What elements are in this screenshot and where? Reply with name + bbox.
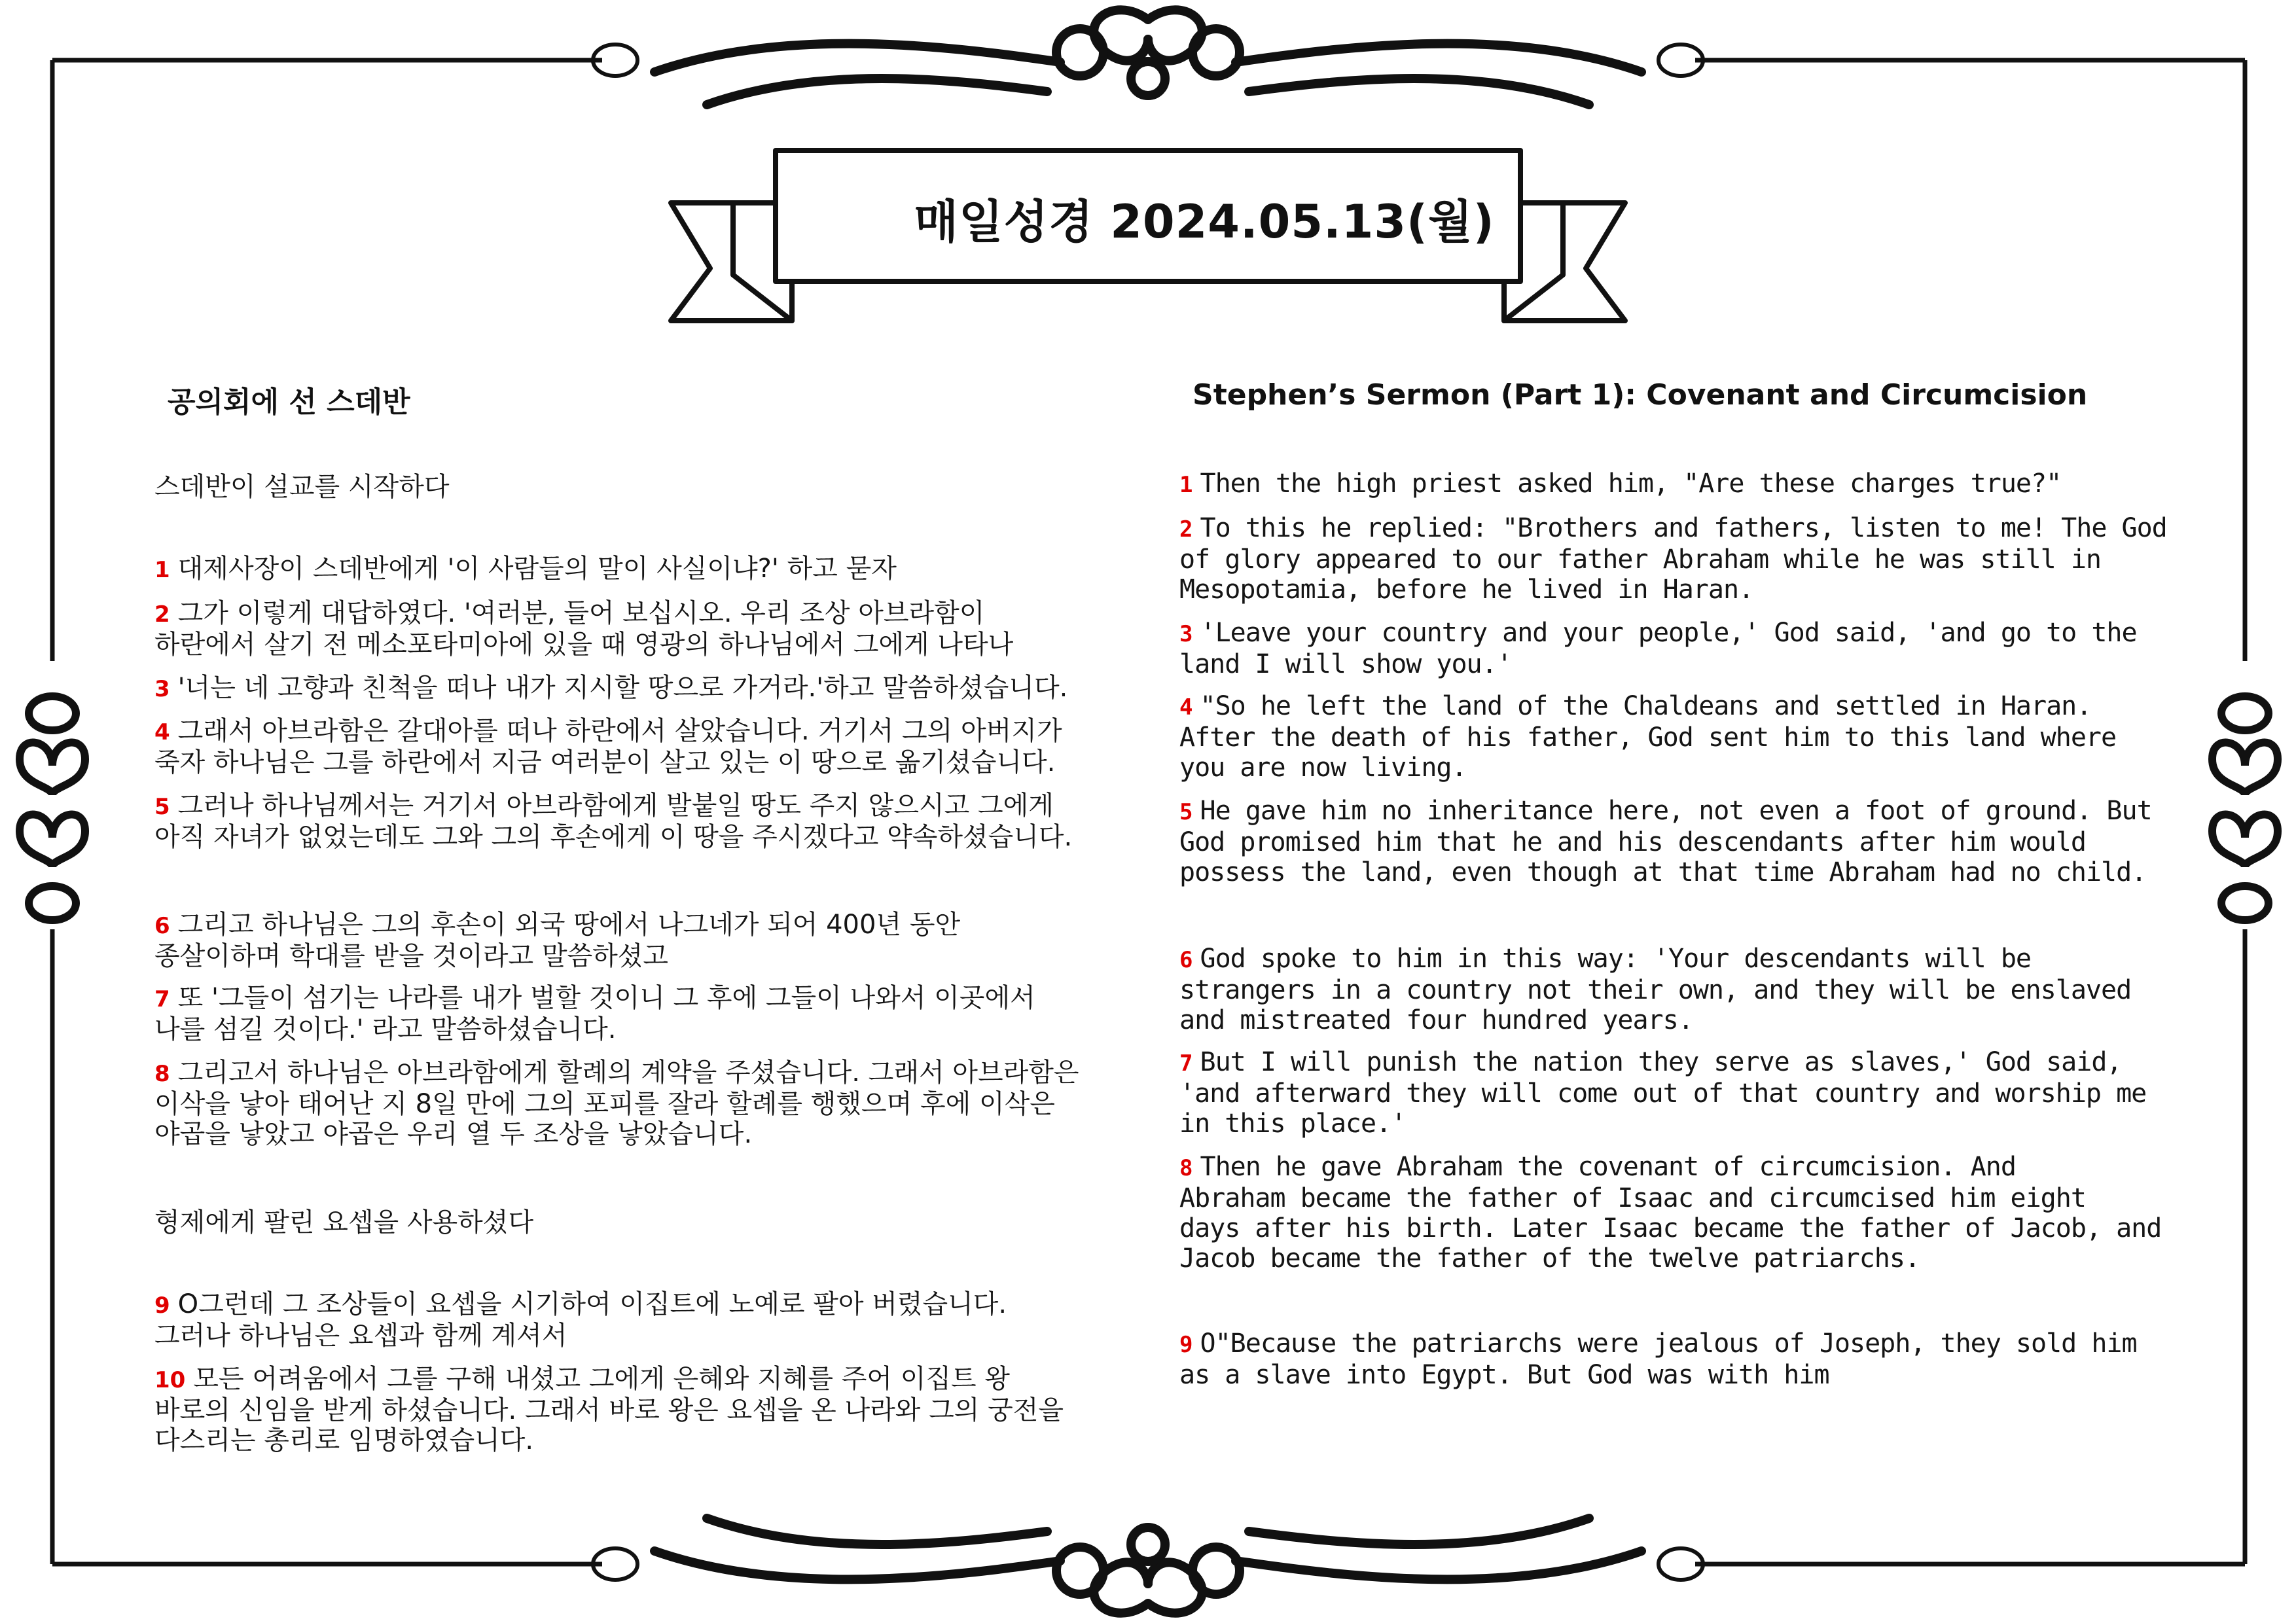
verse-text: 그리고 하나님은 그의 후손이 외국 땅에서 나그네가 되어 400년 동안 종살이하며 학대를 받을 것이라고 말씀하셨고 [154,910,961,971]
verse-number: 1 [1179,472,1193,498]
english-verse-3 [1179,618,2137,679]
verse-text: 그러나 하나님께서는 거기서 아브라함에게 발붙일 땅도 주지 않으시고 그에게 아직 자녀가 없었는데도 그와 그의 후손에게 이 땅을 주시겠다고 약속하셨습니다. [154,791,1073,852]
verse-number: 3 [154,676,170,702]
korean-verse-2 [154,598,1013,660]
korean-verse-8 [154,1058,1079,1149]
verse-text: "So he left the land of the Chaldeans and settled in Haran. After the death of his father, God sent him to this land where you are now living. [1179,691,2117,783]
english-verse-8 [1179,1152,2161,1274]
korean-verse-9 [154,1289,1007,1351]
verse-text: To this he replied: "Brothers and fathers, listen to me! The God of glory appeared to our father Abraham while he was still in Mesopotamia, before he lived in Haran. [1179,513,2167,605]
verse-text: 그가 이렇게 대답하였다. '여러분, 들어 보십시오. 우리 조상 아브라함이 하란에서 살기 전 메소포타미아에 있을 때 영광의 하나님에서 그에게 나타나 [154,598,1014,660]
verse-text: He gave him no inheritance here, not even a foot of ground. But God promised him that he and his descendants after him would possess the land, even though at that time Abraham had no child. [1179,796,2152,887]
verse-number: 8 [1179,1155,1193,1181]
verse-number: 6 [154,913,170,939]
verse-text: O"Because the patriarchs were jealous of Joseph, they sold him as a slave into Egypt. But God was with him [1179,1329,2137,1390]
korean-verse-1 [154,554,897,585]
verse-number: 5 [1179,799,1193,825]
korean-heading: 공의회에 선 스데반 [168,385,410,419]
verse-number: 4 [1179,694,1193,721]
verse-text: God spoke to him in this way: 'Your descendants will be strangers in a country not their own, and they will be enslaved and mistreated four hundred years. [1179,944,2132,1035]
left-ornament [20,696,85,920]
english-verse-5 [1179,796,2152,887]
korean-verse-7 [154,983,1035,1044]
english-verse-4 [1179,691,2116,783]
korean-verse-3 [154,673,1067,704]
english-verse-1 [1179,469,2061,500]
page-title: 매일성경 2024.05.13(월) [914,194,1495,249]
verse-number: 10 [154,1367,186,1393]
english-heading: Stephen’s Sermon (Part 1): Covenant and Circumcision [1193,378,2088,412]
korean-verse-10 [154,1364,1064,1455]
verse-number: 7 [154,986,170,1012]
verse-text: O그런데 그 조상들이 요셉을 시기하여 이집트에 노예로 팔아 버렸습니다. 그러나 하나님은 요셉과 함께 계셔서 [154,1289,1007,1351]
verse-number: 2 [154,601,170,628]
verse-number: 9 [1179,1332,1193,1358]
verse-number: 6 [1179,947,1193,973]
verse-text: 'Leave your country and your people,' God said, 'and go to the land I will show you.' [1179,618,2137,679]
verse-number: 1 [154,557,170,583]
verse-number: 5 [154,794,170,820]
english-verse-2 [1179,513,2167,605]
right-ornament [2212,696,2278,920]
verse-text: Then he gave Abraham the covenant of circumcision. And Abraham became the father of Isaac and circumcised him eight days after his birth. Later Isaac became the father of Jacob, and Jacob became the father of the twelve patriarchs. [1179,1152,2162,1274]
verse-number: 8 [154,1061,170,1087]
english-verse-7 [1179,1047,2146,1139]
verse-text: But I will punish the nation they serve as slaves,' God said, 'and afterward they will come out of that country and worship me in this place.' [1179,1047,2147,1139]
korean-verse-6 [154,910,960,971]
verse-number: 2 [1179,516,1193,543]
korean-verse-4 [154,716,1062,777]
verse-text: Then the high priest asked him, "Are these charges true?" [1200,469,2062,499]
verse-text: 또 '그들이 섬기는 나라를 내가 벌할 것이니 그 후에 그들이 나와서 이곳에서 나를 섬길 것이다.' 라고 말씀하셨습니다. [154,983,1035,1044]
verse-text: 그래서 아브라함은 갈대아를 떠나 하란에서 살았습니다. 거기서 그의 아버지가 죽자 하나님은 그를 하란에서 지금 여러분이 살고 있는 이 땅으로 옮기셨습니다. [154,716,1062,777]
korean-subheading: 스데반이 설교를 시작하다 [154,472,450,502]
verse-text: 그리고서 하나님은 아브라함에게 할례의 계약을 주셨습니다. 그래서 아브라함은 이삭을 낳아 태어난 지 8일 만에 그의 포피를 잘라 할례를 행했으며 후에 이삭은 야곱을 낳았고 야곱은 우리 열 두 조상을 낳았습니다. [154,1058,1079,1149]
verse-text: '너는 네 고향과 친척을 떠나 내가 지시할 땅으로 가거라.'하고 말씀하셨습니다. [177,673,1068,703]
verse-number: 3 [1179,621,1193,647]
verse-number: 9 [154,1293,170,1319]
korean-verse-5 [154,791,1072,852]
korean-subheading: 형제에게 팔린 요셉을 사용하셨다 [154,1207,534,1238]
verse-text: 모든 어려움에서 그를 구해 내셨고 그에게 은혜와 지혜를 주어 이집트 왕 바로의 신임을 받게 하셨습니다. 그래서 바로 왕은 요셉을 온 나라와 그의 궁전을 다스리는 총리로 임명하였습니다. [154,1364,1064,1455]
top-ornament [655,10,1641,105]
bottom-ornament [655,1518,1641,1613]
verse-text: 대제사장이 스데반에게 '이 사람들의 말이 사실이냐?' 하고 묻자 [177,554,897,584]
verse-number: 4 [154,719,170,745]
english-verse-6 [1179,944,2131,1035]
english-verse-9 [1179,1329,2137,1390]
verse-number: 7 [1179,1050,1193,1077]
